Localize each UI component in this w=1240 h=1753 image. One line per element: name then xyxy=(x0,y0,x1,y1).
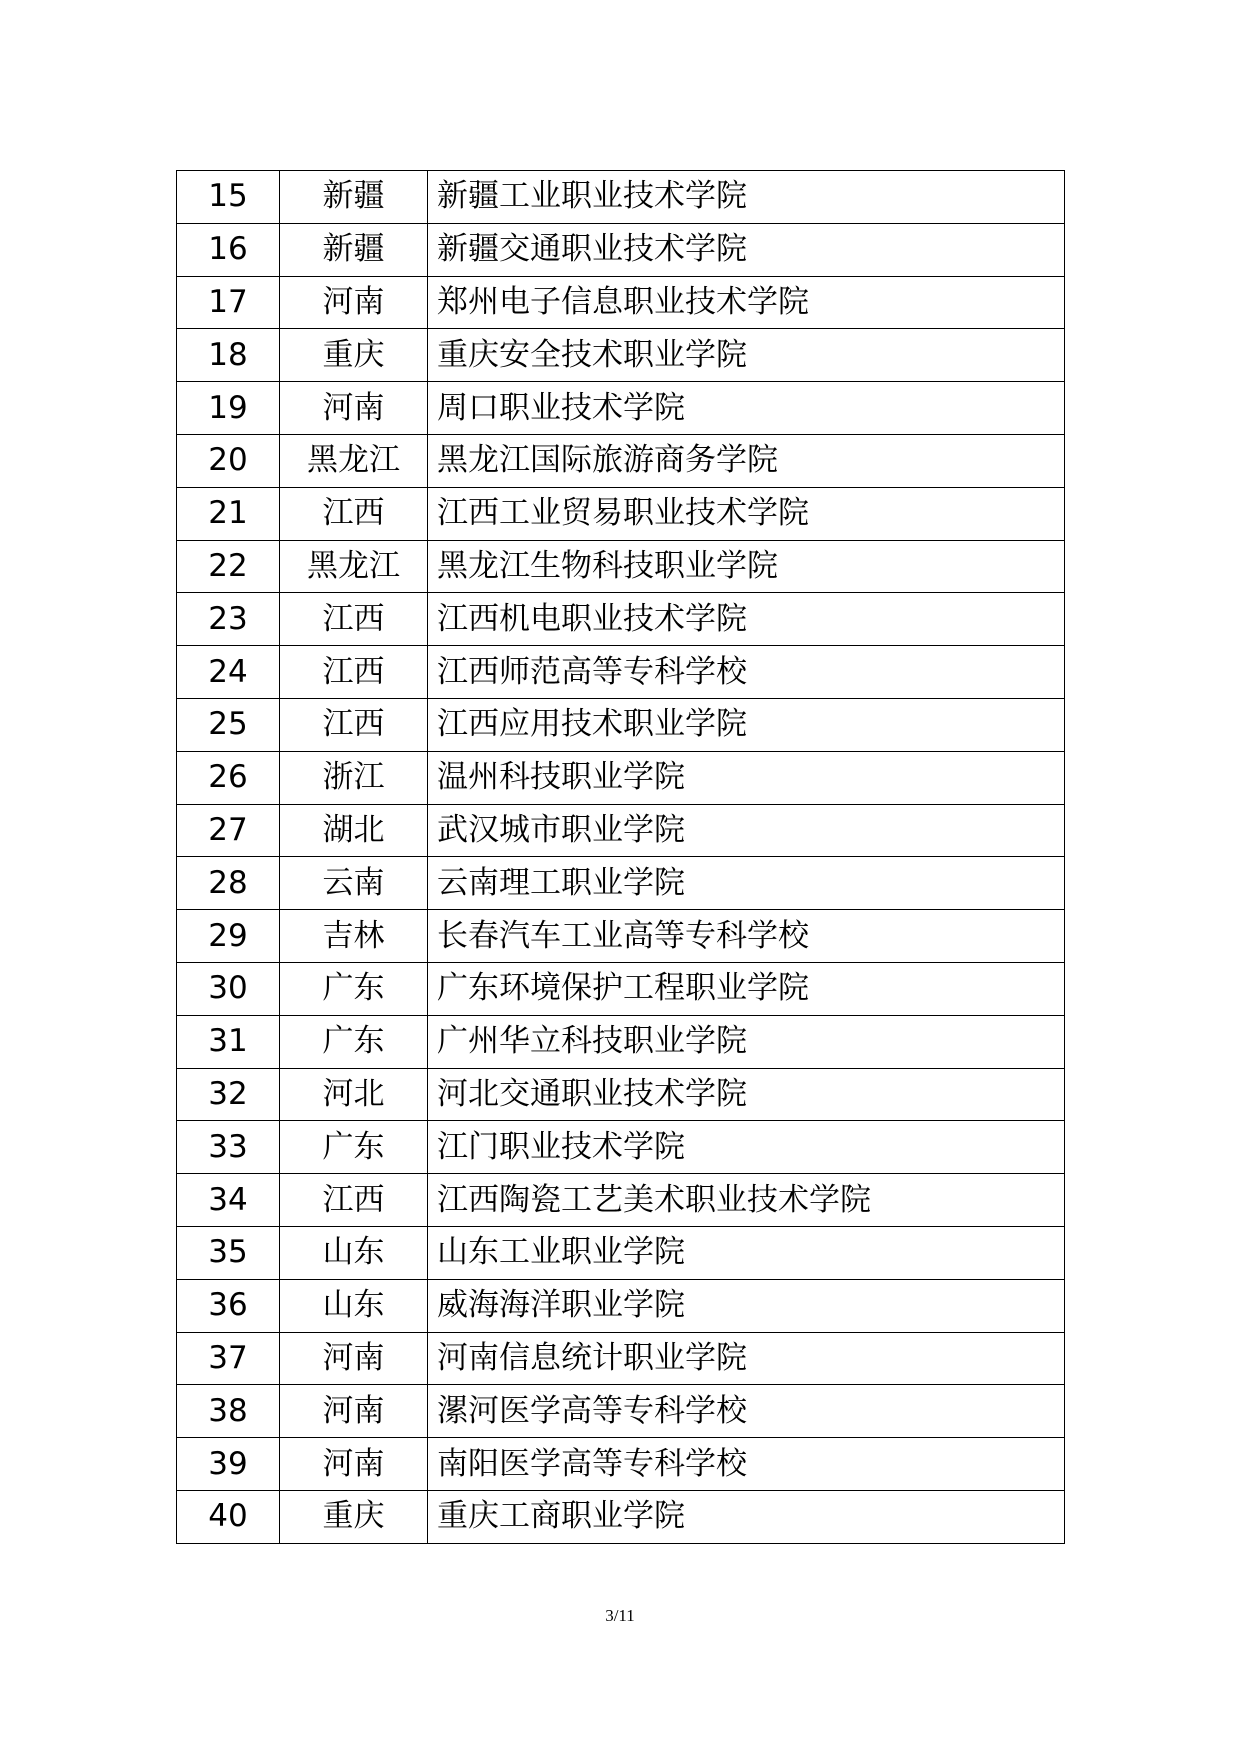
school-name-cell: 江西机电职业技术学院 xyxy=(428,593,1065,646)
row-number-cell: 22 xyxy=(177,540,280,593)
school-name-cell: 新疆工业职业技术学院 xyxy=(428,171,1065,224)
row-number-cell: 37 xyxy=(177,1332,280,1385)
school-name-cell: 江西师范高等专科学校 xyxy=(428,646,1065,699)
row-number-cell: 15 xyxy=(177,171,280,224)
school-name-cell: 长春汽车工业高等专科学校 xyxy=(428,910,1065,963)
province-cell: 山东 xyxy=(280,1226,428,1279)
row-number-cell: 26 xyxy=(177,751,280,804)
school-name-cell: 武汉城市职业学院 xyxy=(428,804,1065,857)
table-row xyxy=(177,1174,1065,1227)
province-cell: 江西 xyxy=(280,593,428,646)
row-number-cell: 32 xyxy=(177,1068,280,1121)
table-row xyxy=(177,223,1065,276)
school-name-cell: 江西工业贸易职业技术学院 xyxy=(428,487,1065,540)
table-row xyxy=(177,698,1065,751)
row-number-cell: 35 xyxy=(177,1226,280,1279)
row-number-cell: 21 xyxy=(177,487,280,540)
school-name-cell: 温州科技职业学院 xyxy=(428,751,1065,804)
province-cell: 河北 xyxy=(280,1068,428,1121)
row-number-cell: 30 xyxy=(177,962,280,1015)
row-number-cell: 38 xyxy=(177,1385,280,1438)
table-row xyxy=(177,1490,1065,1543)
province-cell: 云南 xyxy=(280,857,428,910)
province-cell: 重庆 xyxy=(280,1490,428,1543)
province-cell: 河南 xyxy=(280,276,428,329)
school-name-cell: 新疆交通职业技术学院 xyxy=(428,223,1065,276)
table-row xyxy=(177,804,1065,857)
table-row xyxy=(177,1015,1065,1068)
school-name-cell: 南阳医学高等专科学校 xyxy=(428,1438,1065,1491)
row-number-cell: 40 xyxy=(177,1490,280,1543)
table-row xyxy=(177,593,1065,646)
row-number-cell: 24 xyxy=(177,646,280,699)
table-row xyxy=(177,751,1065,804)
table-row xyxy=(177,962,1065,1015)
table-row xyxy=(177,1385,1065,1438)
province-cell: 湖北 xyxy=(280,804,428,857)
school-name-cell: 广州华立科技职业学院 xyxy=(428,1015,1065,1068)
page-number: 3/11 xyxy=(605,1606,635,1625)
school-name-cell: 黑龙江生物科技职业学院 xyxy=(428,540,1065,593)
table-body xyxy=(177,171,1065,1544)
table-row xyxy=(177,857,1065,910)
school-name-cell: 河北交通职业技术学院 xyxy=(428,1068,1065,1121)
school-name-cell: 江门职业技术学院 xyxy=(428,1121,1065,1174)
table-row xyxy=(177,487,1065,540)
province-cell: 黑龙江 xyxy=(280,434,428,487)
school-name-cell: 漯河医学高等专科学校 xyxy=(428,1385,1065,1438)
province-cell: 吉林 xyxy=(280,910,428,963)
province-cell: 广东 xyxy=(280,1015,428,1068)
province-cell: 江西 xyxy=(280,698,428,751)
school-name-cell: 威海海洋职业学院 xyxy=(428,1279,1065,1332)
table-row xyxy=(177,646,1065,699)
row-number-cell: 16 xyxy=(177,223,280,276)
province-cell: 江西 xyxy=(280,1174,428,1227)
province-cell: 黑龙江 xyxy=(280,540,428,593)
school-name-cell: 郑州电子信息职业技术学院 xyxy=(428,276,1065,329)
table-row xyxy=(177,329,1065,382)
province-cell: 重庆 xyxy=(280,329,428,382)
school-list-table xyxy=(176,170,1065,1544)
school-name-cell: 周口职业技术学院 xyxy=(428,382,1065,435)
table-row xyxy=(177,1332,1065,1385)
school-name-cell: 云南理工职业学院 xyxy=(428,857,1065,910)
row-number-cell: 18 xyxy=(177,329,280,382)
school-name-cell: 重庆安全技术职业学院 xyxy=(428,329,1065,382)
school-name-cell: 江西陶瓷工艺美术职业技术学院 xyxy=(428,1174,1065,1227)
row-number-cell: 33 xyxy=(177,1121,280,1174)
school-name-cell: 山东工业职业学院 xyxy=(428,1226,1065,1279)
table-row xyxy=(177,434,1065,487)
school-name-cell: 黑龙江国际旅游商务学院 xyxy=(428,434,1065,487)
table-row xyxy=(177,171,1065,224)
province-cell: 河南 xyxy=(280,382,428,435)
province-cell: 新疆 xyxy=(280,223,428,276)
province-cell: 广东 xyxy=(280,1121,428,1174)
row-number-cell: 25 xyxy=(177,698,280,751)
province-cell: 河南 xyxy=(280,1438,428,1491)
province-cell: 新疆 xyxy=(280,171,428,224)
province-cell: 浙江 xyxy=(280,751,428,804)
province-cell: 江西 xyxy=(280,487,428,540)
school-name-cell: 重庆工商职业学院 xyxy=(428,1490,1065,1543)
table-row xyxy=(177,1226,1065,1279)
table-row xyxy=(177,1068,1065,1121)
province-cell: 河南 xyxy=(280,1332,428,1385)
table-row xyxy=(177,382,1065,435)
row-number-cell: 36 xyxy=(177,1279,280,1332)
row-number-cell: 34 xyxy=(177,1174,280,1227)
row-number-cell: 39 xyxy=(177,1438,280,1491)
school-name-cell: 河南信息统计职业学院 xyxy=(428,1332,1065,1385)
row-number-cell: 20 xyxy=(177,434,280,487)
province-cell: 广东 xyxy=(280,962,428,1015)
table-row xyxy=(177,1279,1065,1332)
table-row xyxy=(177,1121,1065,1174)
row-number-cell: 17 xyxy=(177,276,280,329)
row-number-cell: 31 xyxy=(177,1015,280,1068)
province-cell: 山东 xyxy=(280,1279,428,1332)
row-number-cell: 29 xyxy=(177,910,280,963)
table-row xyxy=(177,910,1065,963)
row-number-cell: 19 xyxy=(177,382,280,435)
row-number-cell: 27 xyxy=(177,804,280,857)
row-number-cell: 23 xyxy=(177,593,280,646)
table-row xyxy=(177,276,1065,329)
row-number-cell: 28 xyxy=(177,857,280,910)
table-row xyxy=(177,540,1065,593)
school-name-cell: 江西应用技术职业学院 xyxy=(428,698,1065,751)
school-name-cell: 广东环境保护工程职业学院 xyxy=(428,962,1065,1015)
province-cell: 河南 xyxy=(280,1385,428,1438)
province-cell: 江西 xyxy=(280,646,428,699)
table-row xyxy=(177,1438,1065,1491)
